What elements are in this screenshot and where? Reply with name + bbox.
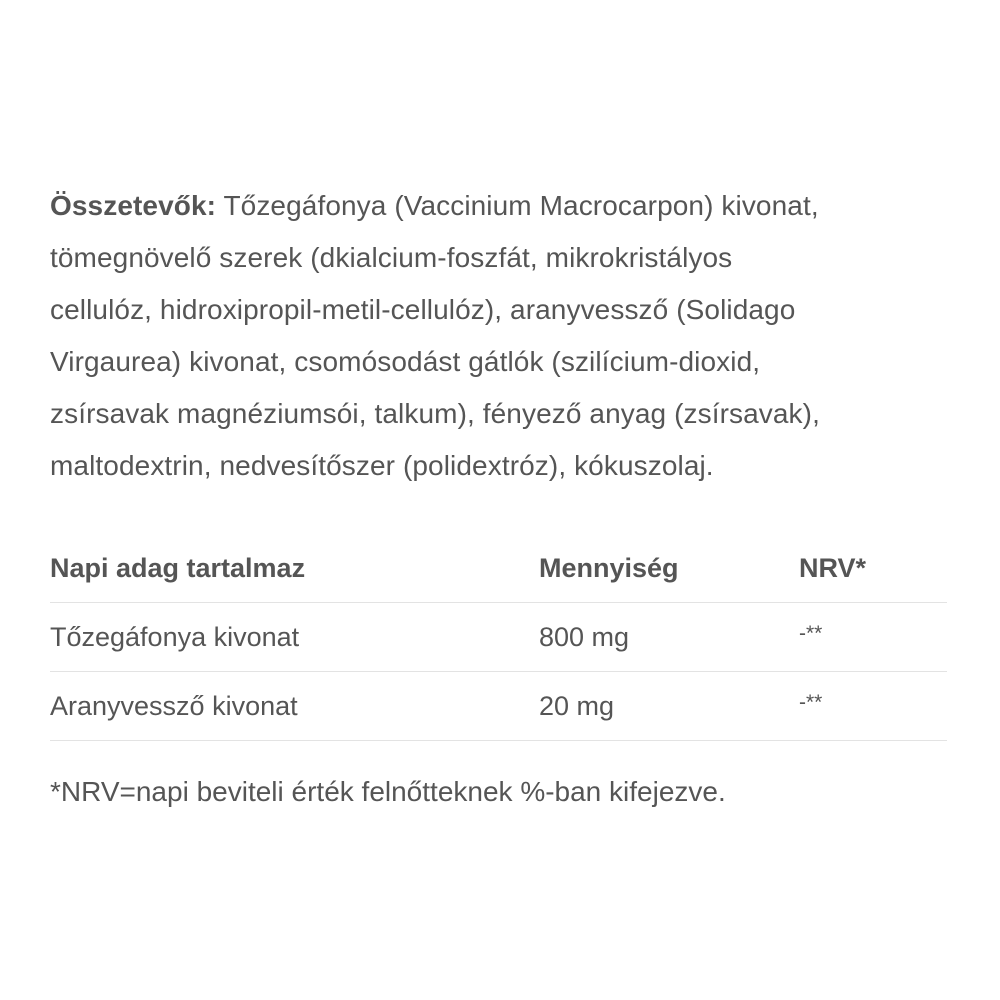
ingredients-line-5: zsírsavak magnéziumsói, talkum), fényező anyag (zsírsavak), bbox=[50, 398, 820, 429]
ingredients-text: Tőzegáfonya (Vaccinium Macrocarpon) kivonat, bbox=[216, 190, 819, 221]
row-ingredient-name: Tőzegáfonya kivonat bbox=[50, 621, 300, 652]
header-daily-dose: Napi adag tartalmaz bbox=[50, 552, 306, 583]
ingredients-line-4: Virgaurea) kivonat, csomósodást gátlók (szilícium-dioxid, bbox=[50, 346, 761, 377]
ingredients-paragraph bbox=[50, 180, 950, 492]
table-header-row bbox=[50, 534, 947, 603]
header-nrv: NRV* bbox=[799, 552, 867, 583]
row-nrv bbox=[799, 672, 947, 741]
row-ingredient-name: Aranyvessző kivonat bbox=[50, 690, 298, 721]
ingredients-line-6: maltodextrin, nedvesítőszer (polidextróz), kókuszolaj. bbox=[50, 450, 714, 481]
ingredients-line-1 bbox=[50, 180, 950, 232]
row-nrv bbox=[799, 603, 947, 672]
ingredients-label: Összetevők: bbox=[50, 190, 217, 221]
row-quantity: 20 mg bbox=[539, 690, 615, 721]
nutrition-table bbox=[50, 534, 947, 741]
row-nrv-value: -** bbox=[799, 621, 823, 645]
header-quantity: Mennyiség bbox=[539, 552, 679, 583]
nrv-footnote: *NRV=napi beviteli érték felnőtteknek %-ban kifejezve. bbox=[50, 776, 726, 807]
table-row bbox=[50, 672, 947, 741]
row-quantity: 800 mg bbox=[539, 621, 630, 652]
row-nrv-value: -** bbox=[799, 690, 823, 714]
ingredients-line-3: cellulóz, hidroxipropil-metil-cellulóz), aranyvessző (Solidago bbox=[50, 294, 796, 325]
ingredients-line-2: tömegnövelő szerek (dkialcium-foszfát, mikrokristályos bbox=[50, 242, 733, 273]
table-row bbox=[50, 603, 947, 672]
